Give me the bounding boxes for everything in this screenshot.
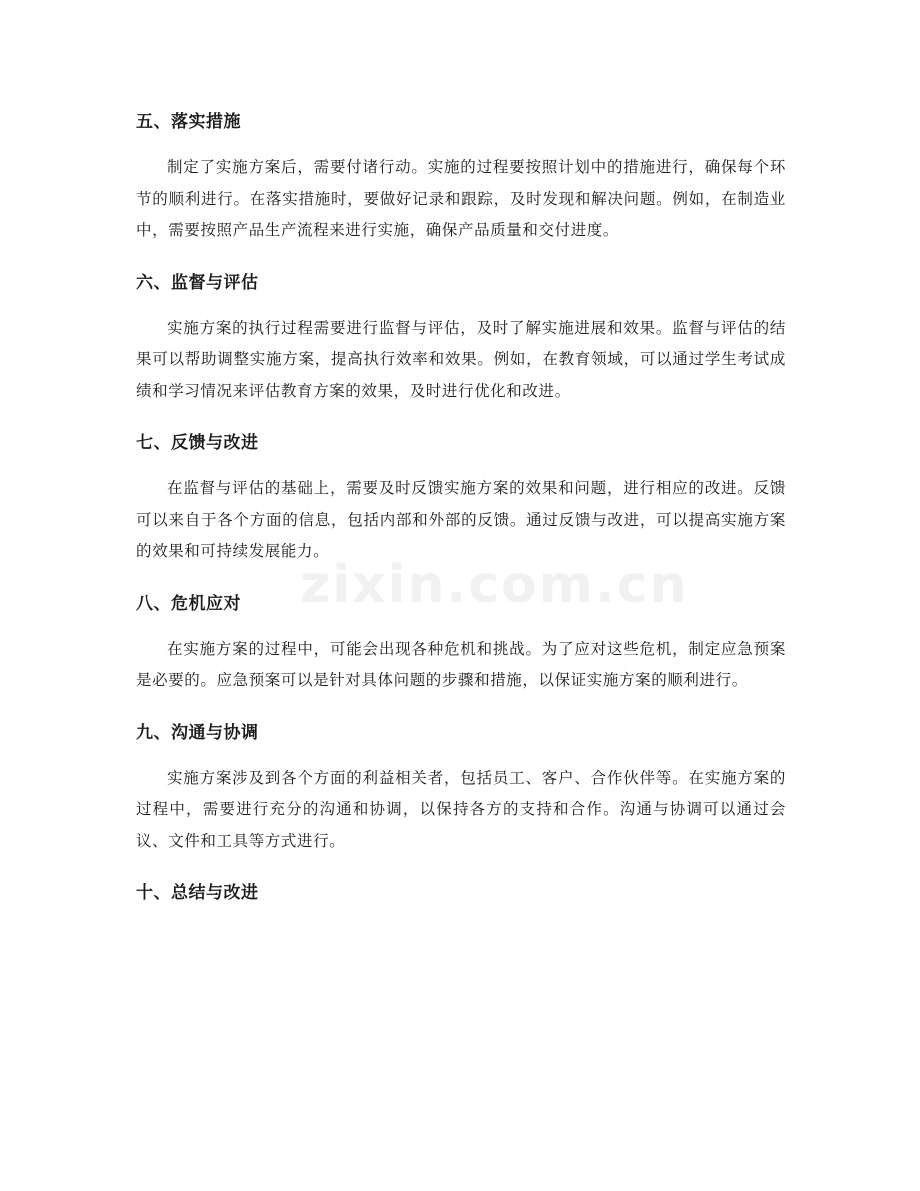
section-heading: 六、监督与评估 [136,272,259,293]
section-paragraph: 在实施方案的过程中，可能会出现各种危机和挑战。为了应对这些危机，制定应急预案是必要的。应急预案可以是针对具体问题的步骤和措施，以保证实施方案的顺利进行。 [136,639,786,689]
section-paragraph: 实施方案的执行过程需要进行监督与评估，及时了解实施进展和效果。监督与评估的结果可以帮助调整实施方案，提高执行效率和效果。例如，在教育领域，可以通过学生考试成绩和学习情况来评估教育方案的效果，及时进行优化和改进。 [136,318,786,400]
section-heading: 九、沟通与协调 [136,722,259,743]
section-paragraph: 制定了实施方案后，需要付诸行动。实施的过程要按照计划中的措施进行，确保每个环节的顺利进行。在落实措施时，要做好记录和跟踪，及时发现和解决问题。例如，在制造业中，需要按照产品生产流程来进行实施，确保产品质量和交付进度。 [136,158,786,239]
section-implementation [136,104,786,247]
section-supervision [136,265,786,408]
section-paragraph: 在监督与评估的基础上，需要及时反馈实施方案的效果和问题，进行相应的改进。反馈可以来自于各个方面的信息，包括内部和外部的反馈。通过反馈与改进，可以提高实施方案的效果和可持续发展能力。 [136,479,786,560]
section-summary [136,875,786,911]
section-communication [136,715,786,858]
section-heading: 七、反馈与改进 [136,433,259,453]
section-paragraph: 实施方案涉及到各个方面的利益相关者，包括员工、客户、合作伙伴等。在实施方案的过程中，需要进行充分的沟通和协调，以保持各方的支持和合作。沟通与协调可以通过会议、文件和工具等方式进行。 [136,768,786,850]
section-heading: 八、危机应对 [136,593,241,614]
watermark-text: zixin.com.cn [300,555,689,615]
section-feedback [136,425,786,568]
section-heading: 五、落实措施 [136,112,241,132]
section-heading: 十、总结与改进 [136,883,259,903]
section-crisis [136,586,786,697]
document-content [136,104,786,923]
